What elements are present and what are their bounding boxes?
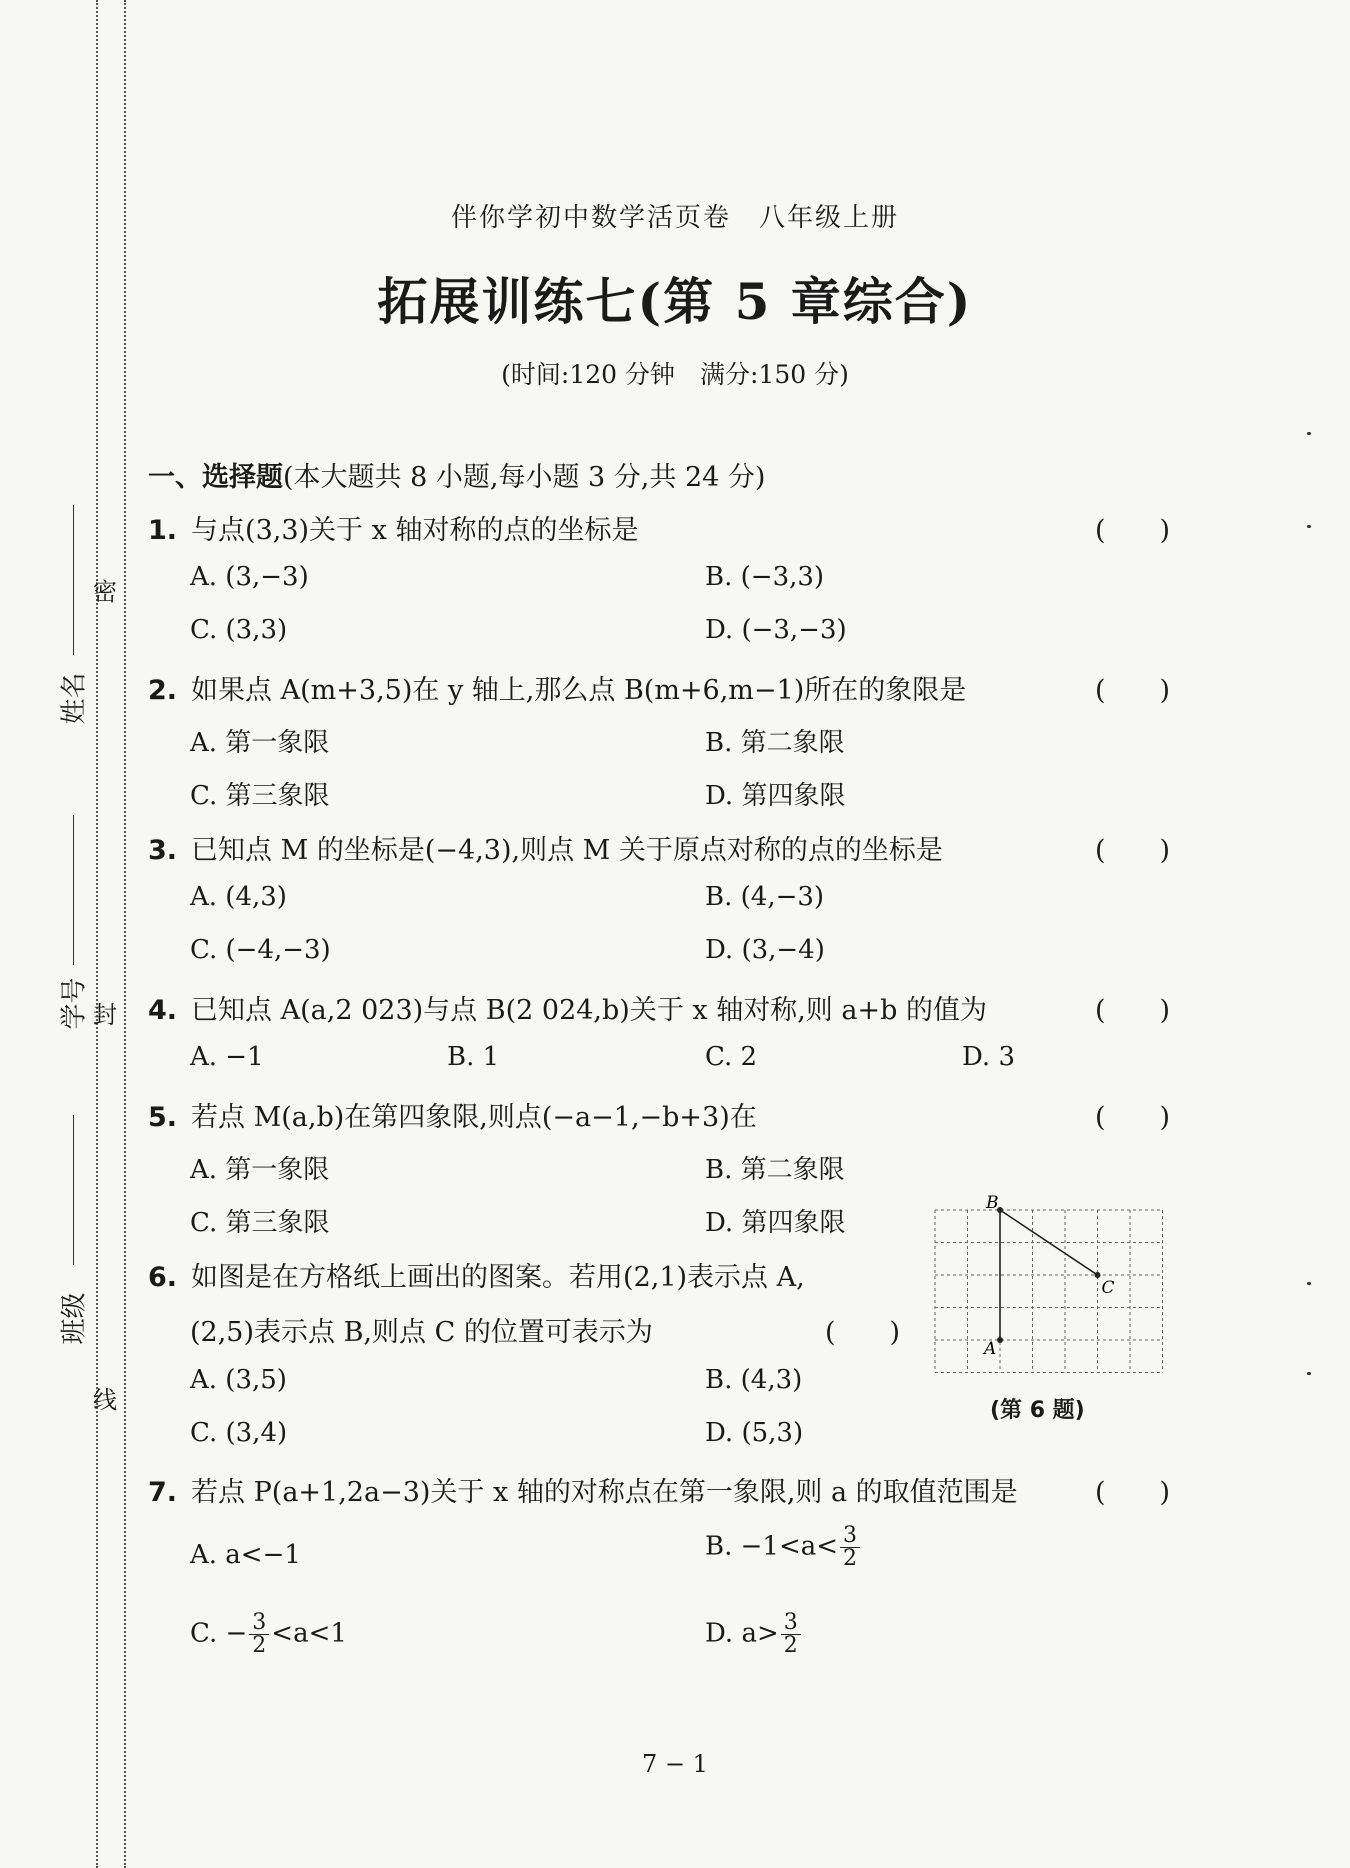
option-b: B. 第二象限 (705, 728, 845, 758)
answer-blank: ( ) (1095, 675, 1171, 706)
section-title: 一、选择题 (148, 462, 283, 493)
answer-blank: ( ) (1095, 835, 1171, 866)
question-number: 7. (148, 1477, 178, 1508)
figure-caption: (第 6 题) (990, 1398, 1085, 1423)
question-stem: 已知点 A(a,2 023)与点 B(2 024,b)关于 x 轴对称,则 a+b 的值为 (191, 995, 987, 1026)
fraction-denominator: 2 (783, 1633, 798, 1658)
question-7 (148, 1470, 1018, 1509)
name-blank-line (73, 505, 74, 655)
question-4 (148, 988, 987, 1027)
option-a: A. (3,−3) (190, 562, 309, 592)
option-c-suffix: <a<1 (271, 1618, 347, 1649)
question-stem: 已知点 M 的坐标是(−4,3),则点 M 关于原点对称的点的坐标是 (191, 835, 943, 866)
question-6 (148, 1255, 805, 1294)
label-c: C (1101, 1278, 1115, 1298)
book-series: 伴你学初中数学活页卷 八年级上册 (450, 203, 899, 233)
answer-blank: ( ) (1095, 515, 1171, 546)
fraction-numerator: 3 (840, 1525, 860, 1548)
fraction (840, 1525, 860, 1570)
question-1 (148, 508, 638, 547)
fraction-denominator: 2 (252, 1633, 267, 1658)
option-c (190, 1612, 347, 1657)
question-number: 2. (148, 675, 178, 706)
seal-char-feng: 封 (93, 1001, 117, 1029)
id-label: 学号 (59, 977, 90, 1030)
scan-speck (1307, 525, 1311, 528)
question-number: 6. (148, 1262, 178, 1293)
question-6-line2 (190, 1310, 653, 1349)
option-c: C. 第三象限 (190, 1208, 330, 1238)
question-stem: 若点 P(a+1,2a−3)关于 x 轴的对称点在第一象限,则 a 的取值范围是 (191, 1477, 1018, 1508)
question-5 (148, 1095, 757, 1134)
option-d: D. 第四象限 (705, 1208, 846, 1238)
id-blank-line (73, 815, 74, 965)
fraction (249, 1612, 269, 1657)
option-a: A. (3,5) (190, 1365, 287, 1395)
option-a: A. a<−1 (190, 1540, 301, 1570)
question-number: 4. (148, 995, 178, 1026)
time-info: (时间:120 分钟 满分:150 分) (501, 360, 849, 389)
question-stem: 若点 M(a,b)在第四象限,则点(−a−1,−b+3)在 (191, 1102, 757, 1133)
answer-blank: ( ) (1095, 995, 1171, 1026)
seal-char-xian: 线 (93, 1386, 117, 1414)
point-a (997, 1337, 1003, 1343)
option-d (705, 1612, 803, 1657)
page-number: 7 − 1 (642, 1750, 708, 1778)
option-d: D. (5,3) (705, 1418, 804, 1448)
question-stem-line1: 如图是在方格纸上画出的图案。若用(2,1)表示点 A, (191, 1262, 805, 1293)
option-c: C. (3,4) (190, 1418, 288, 1448)
option-d: D. (−3,−3) (705, 615, 847, 645)
question-stem-line2: (2,5)表示点 B,则点 C 的位置可表示为 (190, 1317, 653, 1348)
label-b: B (986, 1195, 999, 1213)
option-b: B. (−3,3) (705, 562, 825, 592)
fraction-numerator: 3 (249, 1612, 269, 1635)
scan-speck (1307, 1282, 1311, 1285)
option-c-prefix: C. − (190, 1618, 248, 1649)
answer-blank: ( ) (1095, 1477, 1171, 1508)
question-number: 5. (148, 1102, 178, 1133)
option-a: A. 第一象限 (190, 1155, 330, 1185)
answer-blank: ( ) (825, 1317, 901, 1348)
section-heading (148, 455, 765, 494)
question-3 (148, 828, 943, 867)
option-b: B. 第二象限 (705, 1155, 845, 1185)
section-note: (本大题共 8 小题,每小题 3 分,共 24 分) (283, 462, 766, 493)
seal-char-mi: 密 (93, 578, 117, 606)
option-d-prefix: D. a> (705, 1618, 779, 1649)
option-d: D. (3,−4) (705, 935, 825, 965)
page-title: 拓展训练七(第 5 章综合) (377, 272, 973, 331)
fraction-denominator: 2 (843, 1546, 858, 1571)
option-c: C. (−4,−3) (190, 935, 331, 965)
class-label: 班级 (59, 1292, 90, 1345)
option-d: D. 3 (962, 1042, 1015, 1072)
option-a: A. (4,3) (190, 882, 287, 912)
grid-lines (935, 1210, 1163, 1373)
option-b-prefix: B. −1<a< (705, 1531, 839, 1562)
fraction (781, 1612, 801, 1657)
name-label: 姓名 (59, 672, 90, 725)
label-a: A (984, 1339, 997, 1359)
question-stem: 如果点 A(m+3,5)在 y 轴上,那么点 B(m+6,m−1)所在的象限是 (191, 675, 967, 706)
question-number: 3. (148, 835, 178, 866)
option-b (705, 1525, 862, 1570)
question-stem: 与点(3,3)关于 x 轴对称的点的坐标是 (191, 515, 639, 546)
option-b: B. (4,−3) (705, 882, 825, 912)
fraction-numerator: 3 (781, 1612, 801, 1635)
option-d: D. 第四象限 (705, 781, 846, 811)
grid-figure (930, 1195, 1170, 1380)
answer-blank: ( ) (1095, 1102, 1171, 1133)
option-a: A. −1 (190, 1042, 264, 1072)
question-2 (148, 668, 966, 707)
question-number: 1. (148, 515, 178, 546)
scan-speck (1307, 432, 1311, 435)
option-c: C. (3,3) (190, 615, 288, 645)
option-b: B. (4,3) (705, 1365, 803, 1395)
scan-speck (1307, 1372, 1311, 1375)
class-blank-line (73, 1115, 74, 1265)
option-c: C. 2 (705, 1042, 758, 1072)
point-c (1095, 1272, 1101, 1278)
option-c: C. 第三象限 (190, 781, 330, 811)
option-b: B. 1 (447, 1042, 500, 1072)
option-a: A. 第一象限 (190, 728, 330, 758)
